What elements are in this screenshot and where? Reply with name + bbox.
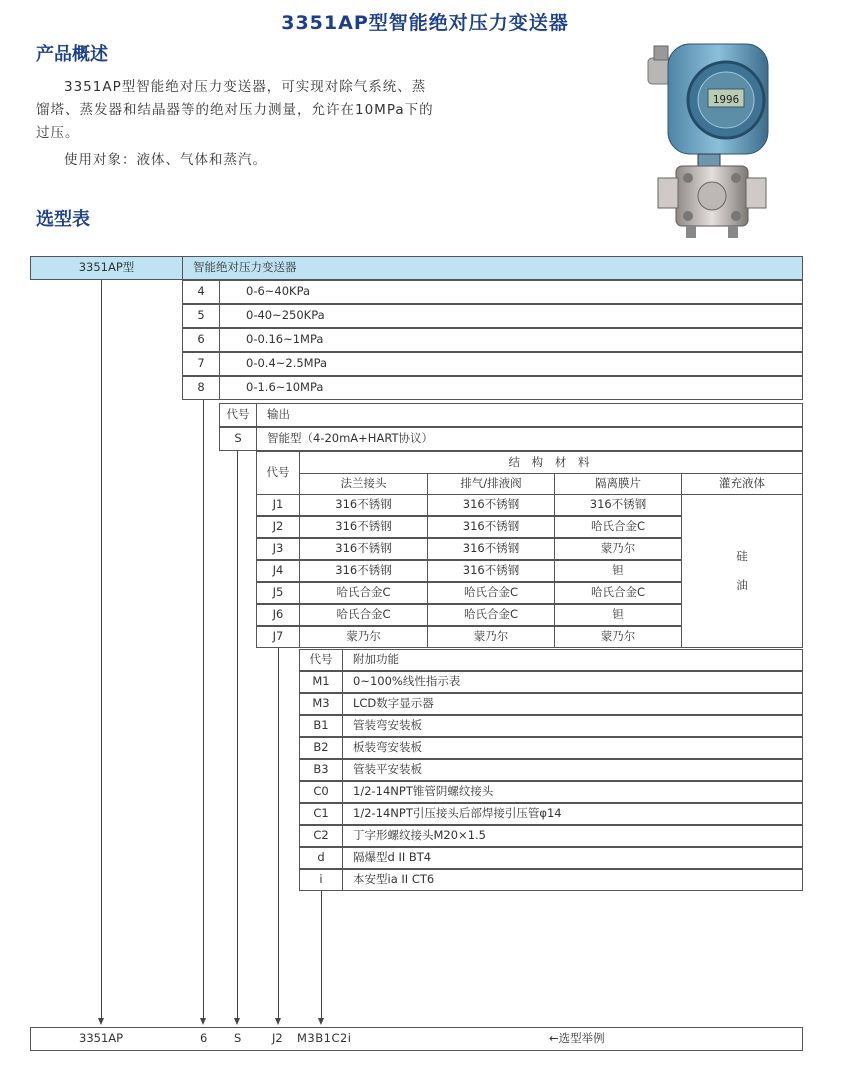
example-range: 6 — [200, 1031, 208, 1045]
material-diaphragm-cell: 哈氏合金C — [554, 582, 682, 604]
material-header-code: 代号 — [256, 451, 300, 495]
option-text-cell: 丁字形螺纹接头M20×1.5 — [342, 825, 803, 847]
range-code-cell: 4 — [182, 280, 220, 304]
range-text-cell: 0-0.16~1MPa — [219, 328, 803, 352]
output-code-cell: S — [219, 427, 257, 451]
example-options: M3B1C2i — [297, 1031, 352, 1045]
overview-line-3: 过压。 — [36, 125, 80, 141]
range-code-cell: 5 — [182, 304, 220, 328]
material-diaphragm-cell: 蒙乃尔 — [554, 626, 682, 648]
model-arrow-icon — [98, 1018, 104, 1025]
material-diaphragm-cell: 钽 — [554, 604, 682, 626]
material-code-cell: J6 — [256, 604, 300, 626]
option-text-cell: 1/2-14NPT锥管阴螺纹接头 — [342, 781, 803, 803]
example-model: 3351AP — [79, 1031, 124, 1045]
overview-heading: 产品概述 — [36, 44, 108, 65]
material-diaphragm-cell: 316不锈钢 — [554, 494, 682, 516]
option-text-cell: LCD数字显示器 — [342, 693, 803, 715]
output-text-cell: 智能型（4-20mA+HART协议） — [256, 427, 803, 451]
material-diaphragm-cell: 钽 — [554, 560, 682, 582]
usage-line: 使用对象：液体、气体和蒸汽。 — [64, 152, 267, 168]
material-group-header: 结 构 材 料 — [299, 451, 803, 474]
fill-liquid-cell — [681, 494, 803, 648]
material-vent-cell: 316不锈钢 — [427, 516, 555, 538]
option-code-cell: M3 — [299, 693, 343, 715]
material-col-diaphragm: 隔离膜片 — [554, 473, 682, 495]
option-code-cell: B2 — [299, 737, 343, 759]
material-code-cell: J2 — [256, 516, 300, 538]
range-text-cell: 0-1.6~10MPa — [219, 376, 803, 400]
material-vent-cell: 蒙乃尔 — [427, 626, 555, 648]
lcd-readout: 1996 — [712, 93, 740, 106]
range-arrow-icon — [200, 1018, 206, 1025]
range-text-cell: 0-40~250KPa — [219, 304, 803, 328]
range-text-cell: 0-0.4~2.5MPa — [219, 352, 803, 376]
material-code-cell: J4 — [256, 560, 300, 582]
option-code-cell: C0 — [299, 781, 343, 803]
material-vent-cell: 哈氏合金C — [427, 604, 555, 626]
range-code-cell: 7 — [182, 352, 220, 376]
option-code-cell: M1 — [299, 671, 343, 693]
model-leader-line — [101, 280, 102, 1020]
material-vent-cell: 哈氏合金C — [427, 582, 555, 604]
material-diaphragm-cell: 蒙乃尔 — [554, 538, 682, 560]
option-text-cell: 0~100%线性指示表 — [342, 671, 803, 693]
material-code-cell: J3 — [256, 538, 300, 560]
example-note: ←选型举例 — [549, 1031, 605, 1045]
option-text-cell: 1/2-14NPT引压接头后部焊接引压管φ14 — [342, 803, 803, 825]
range-code-cell: 6 — [182, 328, 220, 352]
option-code-cell: B3 — [299, 759, 343, 781]
option-code-cell: d — [299, 847, 343, 869]
output-leader-line — [237, 451, 238, 1020]
example-output: S — [234, 1031, 242, 1045]
option-header-code: 代号 — [299, 649, 343, 671]
selection-heading: 选型表 — [36, 209, 90, 230]
option-text-cell: 板装弯安装板 — [342, 737, 803, 759]
range-leader-line — [203, 400, 204, 1020]
material-flange-cell: 哈氏合金C — [299, 604, 428, 626]
option-leader-line — [321, 891, 322, 1020]
option-code-cell: C2 — [299, 825, 343, 847]
material-flange-cell: 316不锈钢 — [299, 560, 428, 582]
overview-line-1: 3351AP型智能绝对压力变送器，可实现对除气系统、蒸 — [64, 79, 427, 95]
option-header-name: 附加功能 — [342, 649, 803, 671]
model-code-cell: 3351AP型 — [30, 256, 183, 280]
material-vent-cell: 316不锈钢 — [427, 538, 555, 560]
option-text-cell: 隔爆型d II BT4 — [342, 847, 803, 869]
material-arrow-icon — [275, 1018, 281, 1025]
transmitter-photo — [628, 36, 788, 246]
material-code-cell: J1 — [256, 494, 300, 516]
overview-line-2: 馏塔、蒸发器和结晶器等的绝对压力测量，允许在10MPa下的 — [36, 102, 434, 118]
option-code-cell: i — [299, 869, 343, 891]
material-flange-cell: 哈氏合金C — [299, 582, 428, 604]
range-text-cell: 0-6~40KPa — [219, 280, 803, 304]
option-code-cell: B1 — [299, 715, 343, 737]
material-flange-cell: 316不锈钢 — [299, 538, 428, 560]
output-header-code: 代号 — [219, 403, 257, 427]
range-code-cell: 8 — [182, 376, 220, 400]
option-text-cell: 管装平安装板 — [342, 759, 803, 781]
material-col-flange: 法兰接头 — [299, 473, 428, 495]
material-leader-line — [278, 648, 279, 1020]
material-diaphragm-cell: 哈氏合金C — [554, 516, 682, 538]
material-col-vent: 排气/排液阀 — [427, 473, 555, 495]
output-header-name: 输出 — [256, 403, 803, 427]
output-arrow-icon — [234, 1018, 240, 1025]
material-flange-cell: 316不锈钢 — [299, 494, 428, 516]
material-flange-cell: 蒙乃尔 — [299, 626, 428, 648]
material-vent-cell: 316不锈钢 — [427, 494, 555, 516]
material-vent-cell: 316不锈钢 — [427, 560, 555, 582]
material-code-cell: J7 — [256, 626, 300, 648]
option-text-cell: 管装弯安装板 — [342, 715, 803, 737]
fill-liquid-line-2: 油 — [736, 578, 748, 592]
option-code-cell: C1 — [299, 803, 343, 825]
fill-liquid-line-1: 硅 — [736, 548, 748, 563]
page-title: 3351AP型智能绝对压力变送器 — [281, 12, 569, 34]
option-arrow-icon — [318, 1018, 324, 1025]
example-material: J2 — [272, 1031, 283, 1045]
option-text-cell: 本安型ia II CT6 — [342, 869, 803, 891]
material-flange-cell: 316不锈钢 — [299, 516, 428, 538]
model-name-cell: 智能绝对压力变送器 — [182, 256, 803, 280]
material-code-cell: J5 — [256, 582, 300, 604]
example-row — [30, 1027, 803, 1051]
material-col-fill: 灌充液体 — [681, 473, 803, 495]
